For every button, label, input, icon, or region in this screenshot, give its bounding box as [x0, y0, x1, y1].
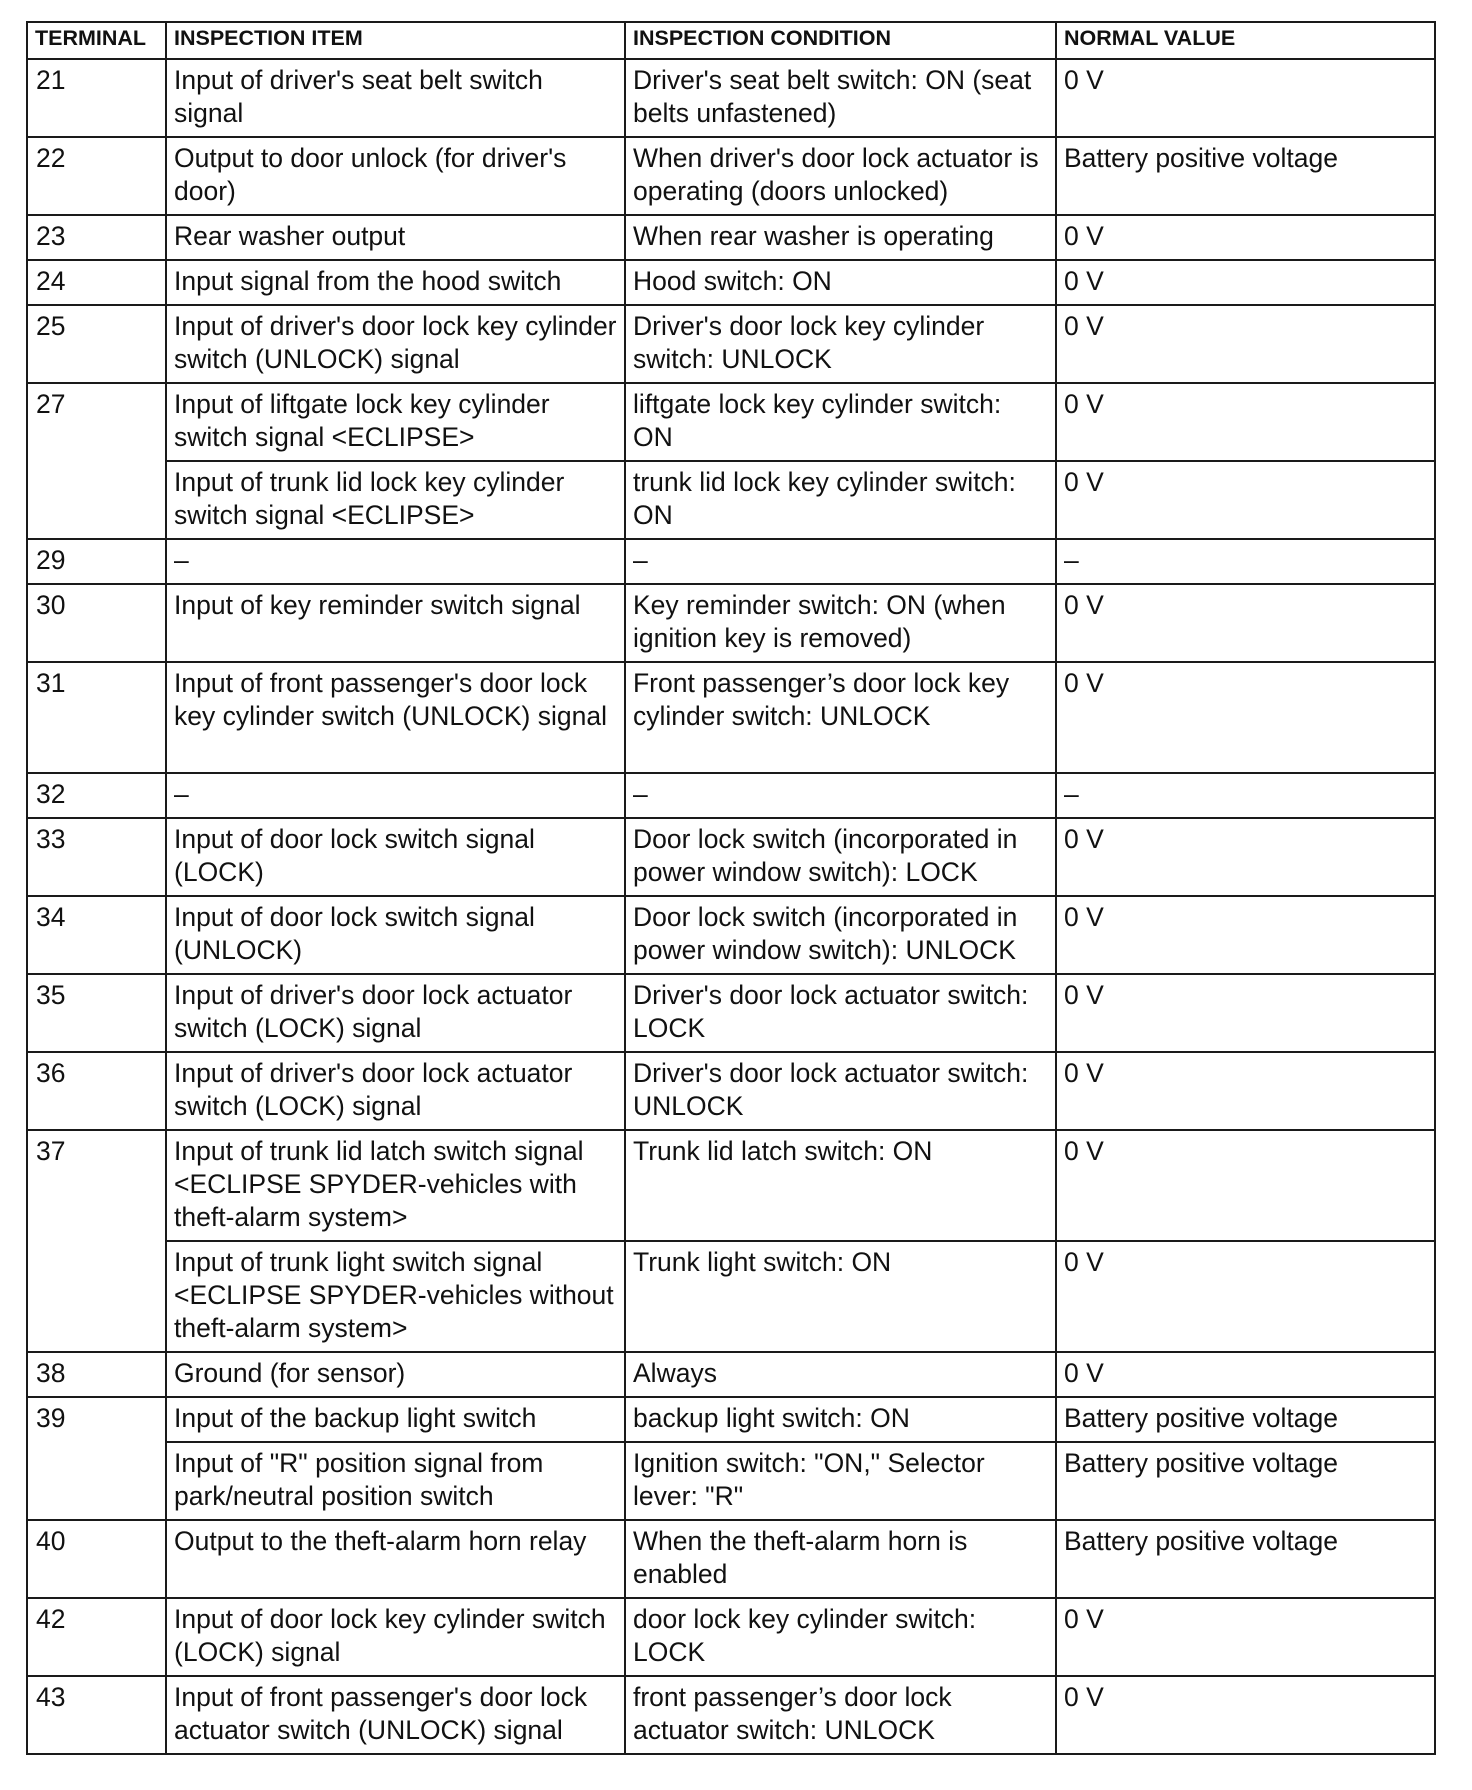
terminal-cell: 29 [27, 539, 166, 584]
inspection-item-cell: Output to the theft-alarm horn relay [166, 1520, 625, 1598]
table-row [27, 1052, 1435, 1130]
normal-value-cell: 0 V [1056, 1598, 1435, 1676]
inspection-item-cell: Input of key reminder switch signal [166, 584, 625, 662]
normal-value-cell: Battery positive voltage [1056, 137, 1435, 215]
table-row [27, 1598, 1435, 1676]
inspection-condition-cell: Driver's door lock actuator switch: LOCK [625, 974, 1056, 1052]
terminal-cell: 35 [27, 974, 166, 1052]
normal-value-cell: 0 V [1056, 1052, 1435, 1130]
terminal-cell: 33 [27, 818, 166, 896]
inspection-item-cell: Rear washer output [166, 215, 625, 260]
inspection-item-cell: Input of trunk lid latch switch signal <ECLIPSE SPYDER-vehicles with theft-alarm system> [166, 1130, 625, 1241]
inspection-condition-cell: Hood switch: ON [625, 260, 1056, 305]
normal-value-cell: 0 V [1056, 215, 1435, 260]
terminal-cell: 24 [27, 260, 166, 305]
table-row [27, 1397, 1435, 1442]
inspection-condition-cell: liftgate lock key cylinder switch: ON [625, 383, 1056, 461]
inspection-condition-cell: Door lock switch (incorporated in power window switch): UNLOCK [625, 896, 1056, 974]
header-normal-value: NORMAL VALUE [1056, 22, 1435, 59]
inspection-condition-cell: Always [625, 1352, 1056, 1397]
inspection-item-cell: Output to door unlock (for driver's door) [166, 137, 625, 215]
inspection-condition-cell: Trunk light switch: ON [625, 1241, 1056, 1352]
header-terminal: TERMINAL [27, 22, 166, 59]
inspection-condition-cell: Driver's door lock actuator switch: UNLOCK [625, 1052, 1056, 1130]
inspection-item-cell: Input signal from the hood switch [166, 260, 625, 305]
inspection-item-cell: Input of front passenger's door lock key cylinder switch (UNLOCK) signal [166, 662, 625, 773]
table-row [27, 1352, 1435, 1397]
inspection-condition-cell: When driver's door lock actuator is operating (doors unlocked) [625, 137, 1056, 215]
table-row [27, 215, 1435, 260]
table-row [27, 305, 1435, 383]
table-row [27, 1520, 1435, 1598]
inspection-item-cell: Input of trunk light switch signal <ECLIPSE SPYDER-vehicles without theft-alarm system> [166, 1241, 625, 1352]
table-header-row [27, 22, 1435, 59]
terminal-cell: 36 [27, 1052, 166, 1130]
inspection-condition-cell: Door lock switch (incorporated in power window switch): LOCK [625, 818, 1056, 896]
inspection-condition-cell: Ignition switch: "ON," Selector lever: "R" [625, 1442, 1056, 1520]
terminal-cell: 31 [27, 662, 166, 773]
terminal-cell: 21 [27, 59, 166, 137]
header-inspection-item: INSPECTION ITEM [166, 22, 625, 59]
inspection-condition-cell: trunk lid lock key cylinder switch: ON [625, 461, 1056, 539]
table-row [27, 461, 1435, 539]
inspection-item-cell: Input of driver's door lock key cylinder switch (UNLOCK) signal [166, 305, 625, 383]
normal-value-cell: 0 V [1056, 818, 1435, 896]
terminal-cell: 34 [27, 896, 166, 974]
terminal-cell: 43 [27, 1676, 166, 1754]
inspection-item-cell: Input of door lock key cylinder switch (LOCK) signal [166, 1598, 625, 1676]
inspection-condition-cell: Trunk lid latch switch: ON [625, 1130, 1056, 1241]
inspection-condition-cell: backup light switch: ON [625, 1397, 1056, 1442]
table-row [27, 773, 1435, 818]
inspection-condition-cell: Key reminder switch: ON (when ignition key is removed) [625, 584, 1056, 662]
table-row [27, 662, 1435, 773]
table-row [27, 59, 1435, 137]
normal-value-cell: 0 V [1056, 260, 1435, 305]
normal-value-cell: 0 V [1056, 1676, 1435, 1754]
terminal-cell: 25 [27, 305, 166, 383]
table-row [27, 1442, 1435, 1520]
inspection-item-cell: Input of "R" position signal from park/neutral position switch [166, 1442, 625, 1520]
inspection-item-cell: Input of door lock switch signal (UNLOCK) [166, 896, 625, 974]
table-row [27, 584, 1435, 662]
normal-value-cell: 0 V [1056, 1241, 1435, 1352]
terminal-cell: 27 [27, 383, 166, 539]
normal-value-cell: 0 V [1056, 305, 1435, 383]
inspection-item-cell: Input of trunk lid lock key cylinder switch signal <ECLIPSE> [166, 461, 625, 539]
normal-value-cell: Battery positive voltage [1056, 1442, 1435, 1520]
header-inspection-condition: INSPECTION CONDITION [625, 22, 1056, 59]
terminal-cell: 22 [27, 137, 166, 215]
inspection-condition-cell: door lock key cylinder switch: LOCK [625, 1598, 1056, 1676]
normal-value-cell: 0 V [1056, 584, 1435, 662]
table-row [27, 383, 1435, 461]
normal-value-cell: 0 V [1056, 461, 1435, 539]
inspection-item-cell: Input of door lock switch signal (LOCK) [166, 818, 625, 896]
table-row [27, 818, 1435, 896]
table-row [27, 539, 1435, 584]
inspection-item-cell: Input of liftgate lock key cylinder switch signal <ECLIPSE> [166, 383, 625, 461]
table-row [27, 260, 1435, 305]
normal-value-cell: Battery positive voltage [1056, 1520, 1435, 1598]
table-row [27, 1241, 1435, 1352]
normal-value-cell: – [1056, 773, 1435, 818]
terminal-cell: 40 [27, 1520, 166, 1598]
document-page [26, 21, 1434, 1755]
inspection-condition-cell: Front passenger’s door lock key cylinder switch: UNLOCK [625, 662, 1056, 773]
inspection-item-cell: Input of driver's seat belt switch signal [166, 59, 625, 137]
inspection-condition-cell: Driver's door lock key cylinder switch: UNLOCK [625, 305, 1056, 383]
normal-value-cell: 0 V [1056, 1130, 1435, 1241]
normal-value-cell: 0 V [1056, 383, 1435, 461]
normal-value-cell: 0 V [1056, 59, 1435, 137]
inspection-item-cell: Input of driver's door lock actuator switch (LOCK) signal [166, 1052, 625, 1130]
inspection-item-cell: Input of the backup light switch [166, 1397, 625, 1442]
terminal-cell: 42 [27, 1598, 166, 1676]
terminal-cell: 39 [27, 1397, 166, 1520]
normal-value-cell: 0 V [1056, 1352, 1435, 1397]
normal-value-cell: 0 V [1056, 896, 1435, 974]
terminal-cell: 37 [27, 1130, 166, 1352]
inspection-item-cell: – [166, 773, 625, 818]
inspection-condition-cell: – [625, 539, 1056, 584]
inspection-condition-cell: – [625, 773, 1056, 818]
table-row [27, 137, 1435, 215]
terminal-cell: 38 [27, 1352, 166, 1397]
terminal-inspection-table [26, 21, 1436, 1755]
inspection-condition-cell: front passenger’s door lock actuator switch: UNLOCK [625, 1676, 1056, 1754]
terminal-cell: 32 [27, 773, 166, 818]
table-row [27, 896, 1435, 974]
terminal-cell: 23 [27, 215, 166, 260]
table-row [27, 1130, 1435, 1241]
normal-value-cell: 0 V [1056, 974, 1435, 1052]
inspection-condition-cell: When the theft-alarm horn is enabled [625, 1520, 1056, 1598]
inspection-item-cell: Input of front passenger's door lock actuator switch (UNLOCK) signal [166, 1676, 625, 1754]
terminal-cell: 30 [27, 584, 166, 662]
inspection-condition-cell: When rear washer is operating [625, 215, 1056, 260]
inspection-item-cell: – [166, 539, 625, 584]
normal-value-cell: 0 V [1056, 662, 1435, 773]
table-row [27, 1676, 1435, 1754]
inspection-item-cell: Input of driver's door lock actuator switch (LOCK) signal [166, 974, 625, 1052]
inspection-item-cell: Ground (for sensor) [166, 1352, 625, 1397]
inspection-condition-cell: Driver's seat belt switch: ON (seat belts unfastened) [625, 59, 1056, 137]
normal-value-cell: – [1056, 539, 1435, 584]
table-row [27, 974, 1435, 1052]
normal-value-cell: Battery positive voltage [1056, 1397, 1435, 1442]
